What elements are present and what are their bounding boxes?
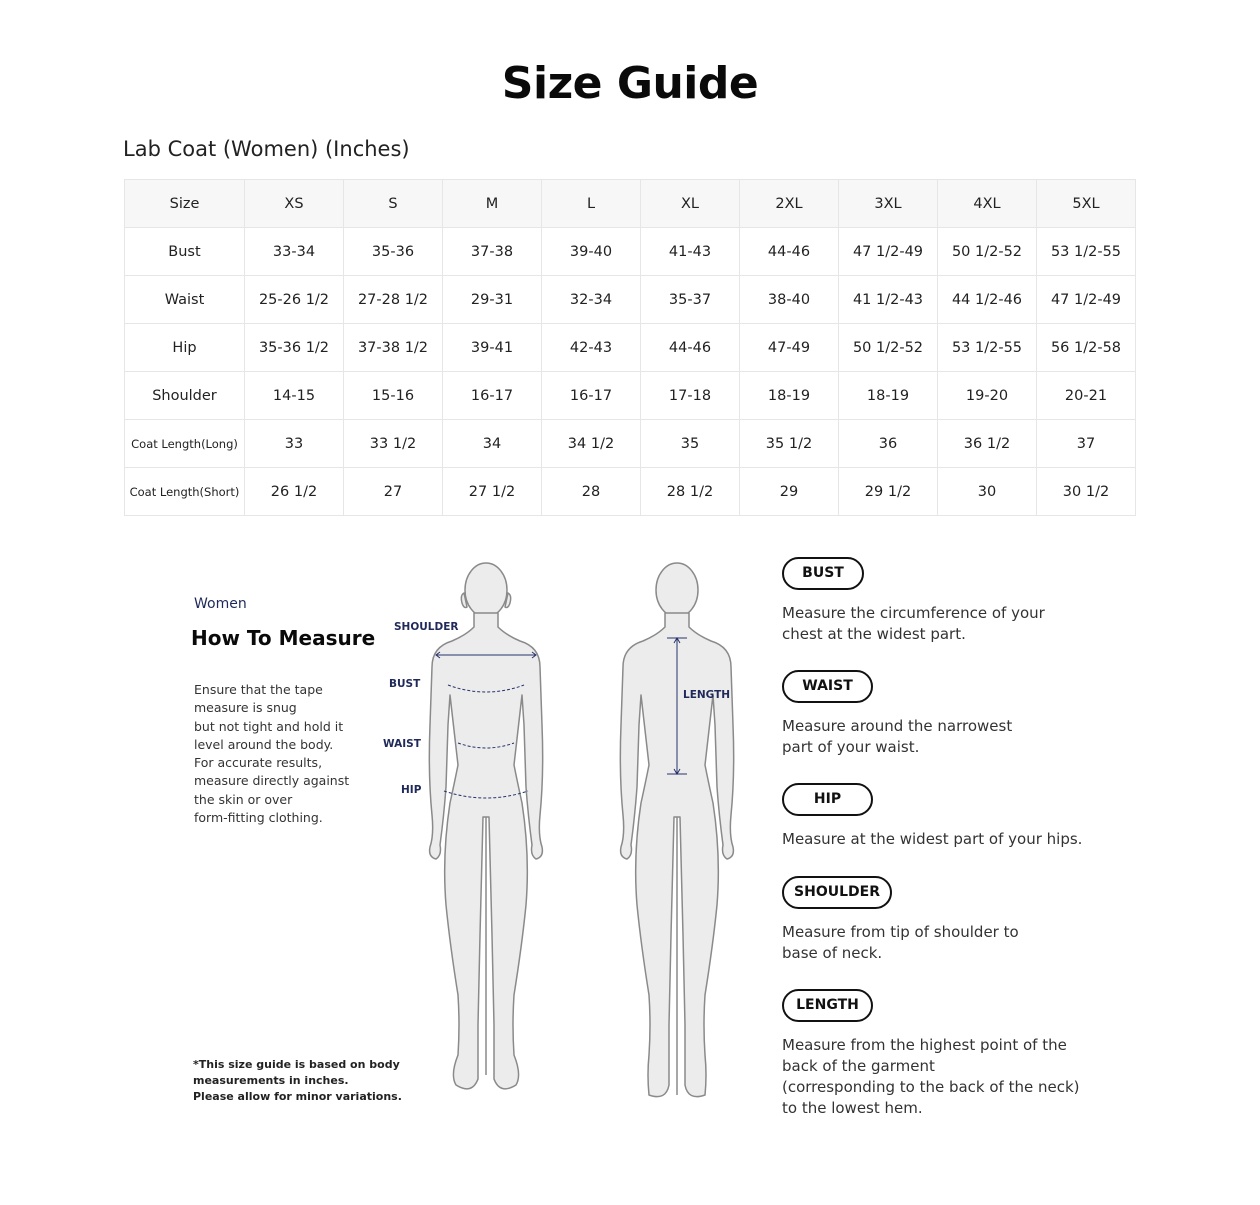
body-figures [370,555,770,1115]
table-cell: 32-34 [542,276,641,324]
table-cell: 39-40 [542,228,641,276]
table-cell: 44 1/2-46 [938,276,1037,324]
shoulder-label: SHOULDER [394,621,459,633]
table-cell: 34 [443,420,542,468]
size-footnote: *This size guide is based on body measurements in inches. Please allow for minor variations. [193,1058,402,1103]
table-cell: 14-15 [245,372,344,420]
table-cell: 34 1/2 [542,420,641,468]
header-cell: L [542,180,641,228]
table-cell: 35 1/2 [740,420,839,468]
row-label: Shoulder [125,372,245,420]
table-cell: 47 1/2-49 [1037,276,1136,324]
table-row [125,276,1136,324]
header-cell: XL [641,180,740,228]
row-label: Bust [125,228,245,276]
row-label: Coat Length(Long) [125,420,245,468]
table-cell: 29-31 [443,276,542,324]
table-cell: 36 [839,420,938,468]
hip-label: HIP [401,784,422,796]
length-label: LENGTH [683,689,731,701]
measure-item-hip [782,783,1112,850]
shoulder-description: Measure from tip of shoulder to base of neck. [782,923,1019,962]
table-cell: 29 1/2 [839,468,938,516]
table-row [125,468,1136,516]
table-cell: 35-36 [344,228,443,276]
table-cell: 35-36 1/2 [245,324,344,372]
table-cell: 16-17 [542,372,641,420]
back-head [656,563,698,617]
header-cell: 3XL [839,180,938,228]
row-label: Waist [125,276,245,324]
table-cell: 30 1/2 [1037,468,1136,516]
row-label: Hip [125,324,245,372]
header-cell: M [443,180,542,228]
table-cell: 30 [938,468,1037,516]
table-cell: 44-46 [641,324,740,372]
table-cell: 37-38 [443,228,542,276]
header-cell: 4XL [938,180,1037,228]
bust-description: Measure the circumference of your chest at the widest part. [782,604,1045,643]
header-cell: Size [125,180,245,228]
measure-instructions: Ensure that the tape measure is snug but not tight and hold it level around the body. For accurate results, measure directly against the skin or over form-fitting clothing. [194,682,350,826]
table-row [125,324,1136,372]
table-cell: 36 1/2 [938,420,1037,468]
front-head [465,563,507,617]
table-row [125,228,1136,276]
table-cell: 26 1/2 [245,468,344,516]
header-cell: XS [245,180,344,228]
measure-item-length [782,989,1112,1119]
table-cell: 15-16 [344,372,443,420]
table-cell: 25-26 1/2 [245,276,344,324]
table-caption: Lab Coat (Women) (Inches) [123,137,410,161]
size-table [124,179,1136,516]
table-cell: 53 1/2-55 [1037,228,1136,276]
table-cell: 47 1/2-49 [839,228,938,276]
table-cell: 28 1/2 [641,468,740,516]
table-cell: 47-49 [740,324,839,372]
bust-pill: BUST [782,557,864,590]
table-cell: 27 1/2 [443,468,542,516]
table-row [125,420,1136,468]
table-cell: 35-37 [641,276,740,324]
table-cell: 42-43 [542,324,641,372]
table-cell: 44-46 [740,228,839,276]
table-cell: 29 [740,468,839,516]
table-cell: 50 1/2-52 [938,228,1037,276]
table-cell: 50 1/2-52 [839,324,938,372]
table-cell: 41 1/2-43 [839,276,938,324]
length-description: Measure from the highest point of the back of the garment (corresponding to the back of the neck) to the lowest hem. [782,1036,1080,1117]
waist-label: WAIST [383,738,421,750]
category-label: Women [194,596,247,612]
measure-item-waist [782,670,1112,758]
table-cell: 56 1/2-58 [1037,324,1136,372]
table-cell: 27 [344,468,443,516]
table-cell: 16-17 [443,372,542,420]
table-cell: 18-19 [740,372,839,420]
table-cell: 37-38 1/2 [344,324,443,372]
table-cell: 38-40 [740,276,839,324]
table-cell: 33 1/2 [344,420,443,468]
table-cell: 28 [542,468,641,516]
table-cell: 33-34 [245,228,344,276]
table-cell: 19-20 [938,372,1037,420]
table-cell: 20-21 [1037,372,1136,420]
measure-item-shoulder [782,876,1112,964]
shoulder-pill: SHOULDER [782,876,892,909]
table-cell: 41-43 [641,228,740,276]
table-row [125,372,1136,420]
header-cell: S [344,180,443,228]
waist-description: Measure around the narrowest part of your waist. [782,717,1013,756]
header-cell: 2XL [740,180,839,228]
waist-pill: WAIST [782,670,873,703]
table-cell: 35 [641,420,740,468]
table-cell: 53 1/2-55 [938,324,1037,372]
table-cell: 39-41 [443,324,542,372]
table-cell: 17-18 [641,372,740,420]
measure-item-bust [782,557,1112,645]
table-header-row [125,180,1136,228]
length-pill: LENGTH [782,989,873,1022]
howto-title: How To Measure [191,626,376,650]
table-cell: 37 [1037,420,1136,468]
table-cell: 27-28 1/2 [344,276,443,324]
header-cell: 5XL [1037,180,1136,228]
table-cell: 18-19 [839,372,938,420]
hip-description: Measure at the widest part of your hips. [782,830,1083,848]
table-cell: 33 [245,420,344,468]
front-figure [429,563,542,1089]
hip-pill: HIP [782,783,873,816]
bust-label: BUST [389,678,421,690]
row-label: Coat Length(Short) [125,468,245,516]
page-title: Size Guide [501,58,759,109]
